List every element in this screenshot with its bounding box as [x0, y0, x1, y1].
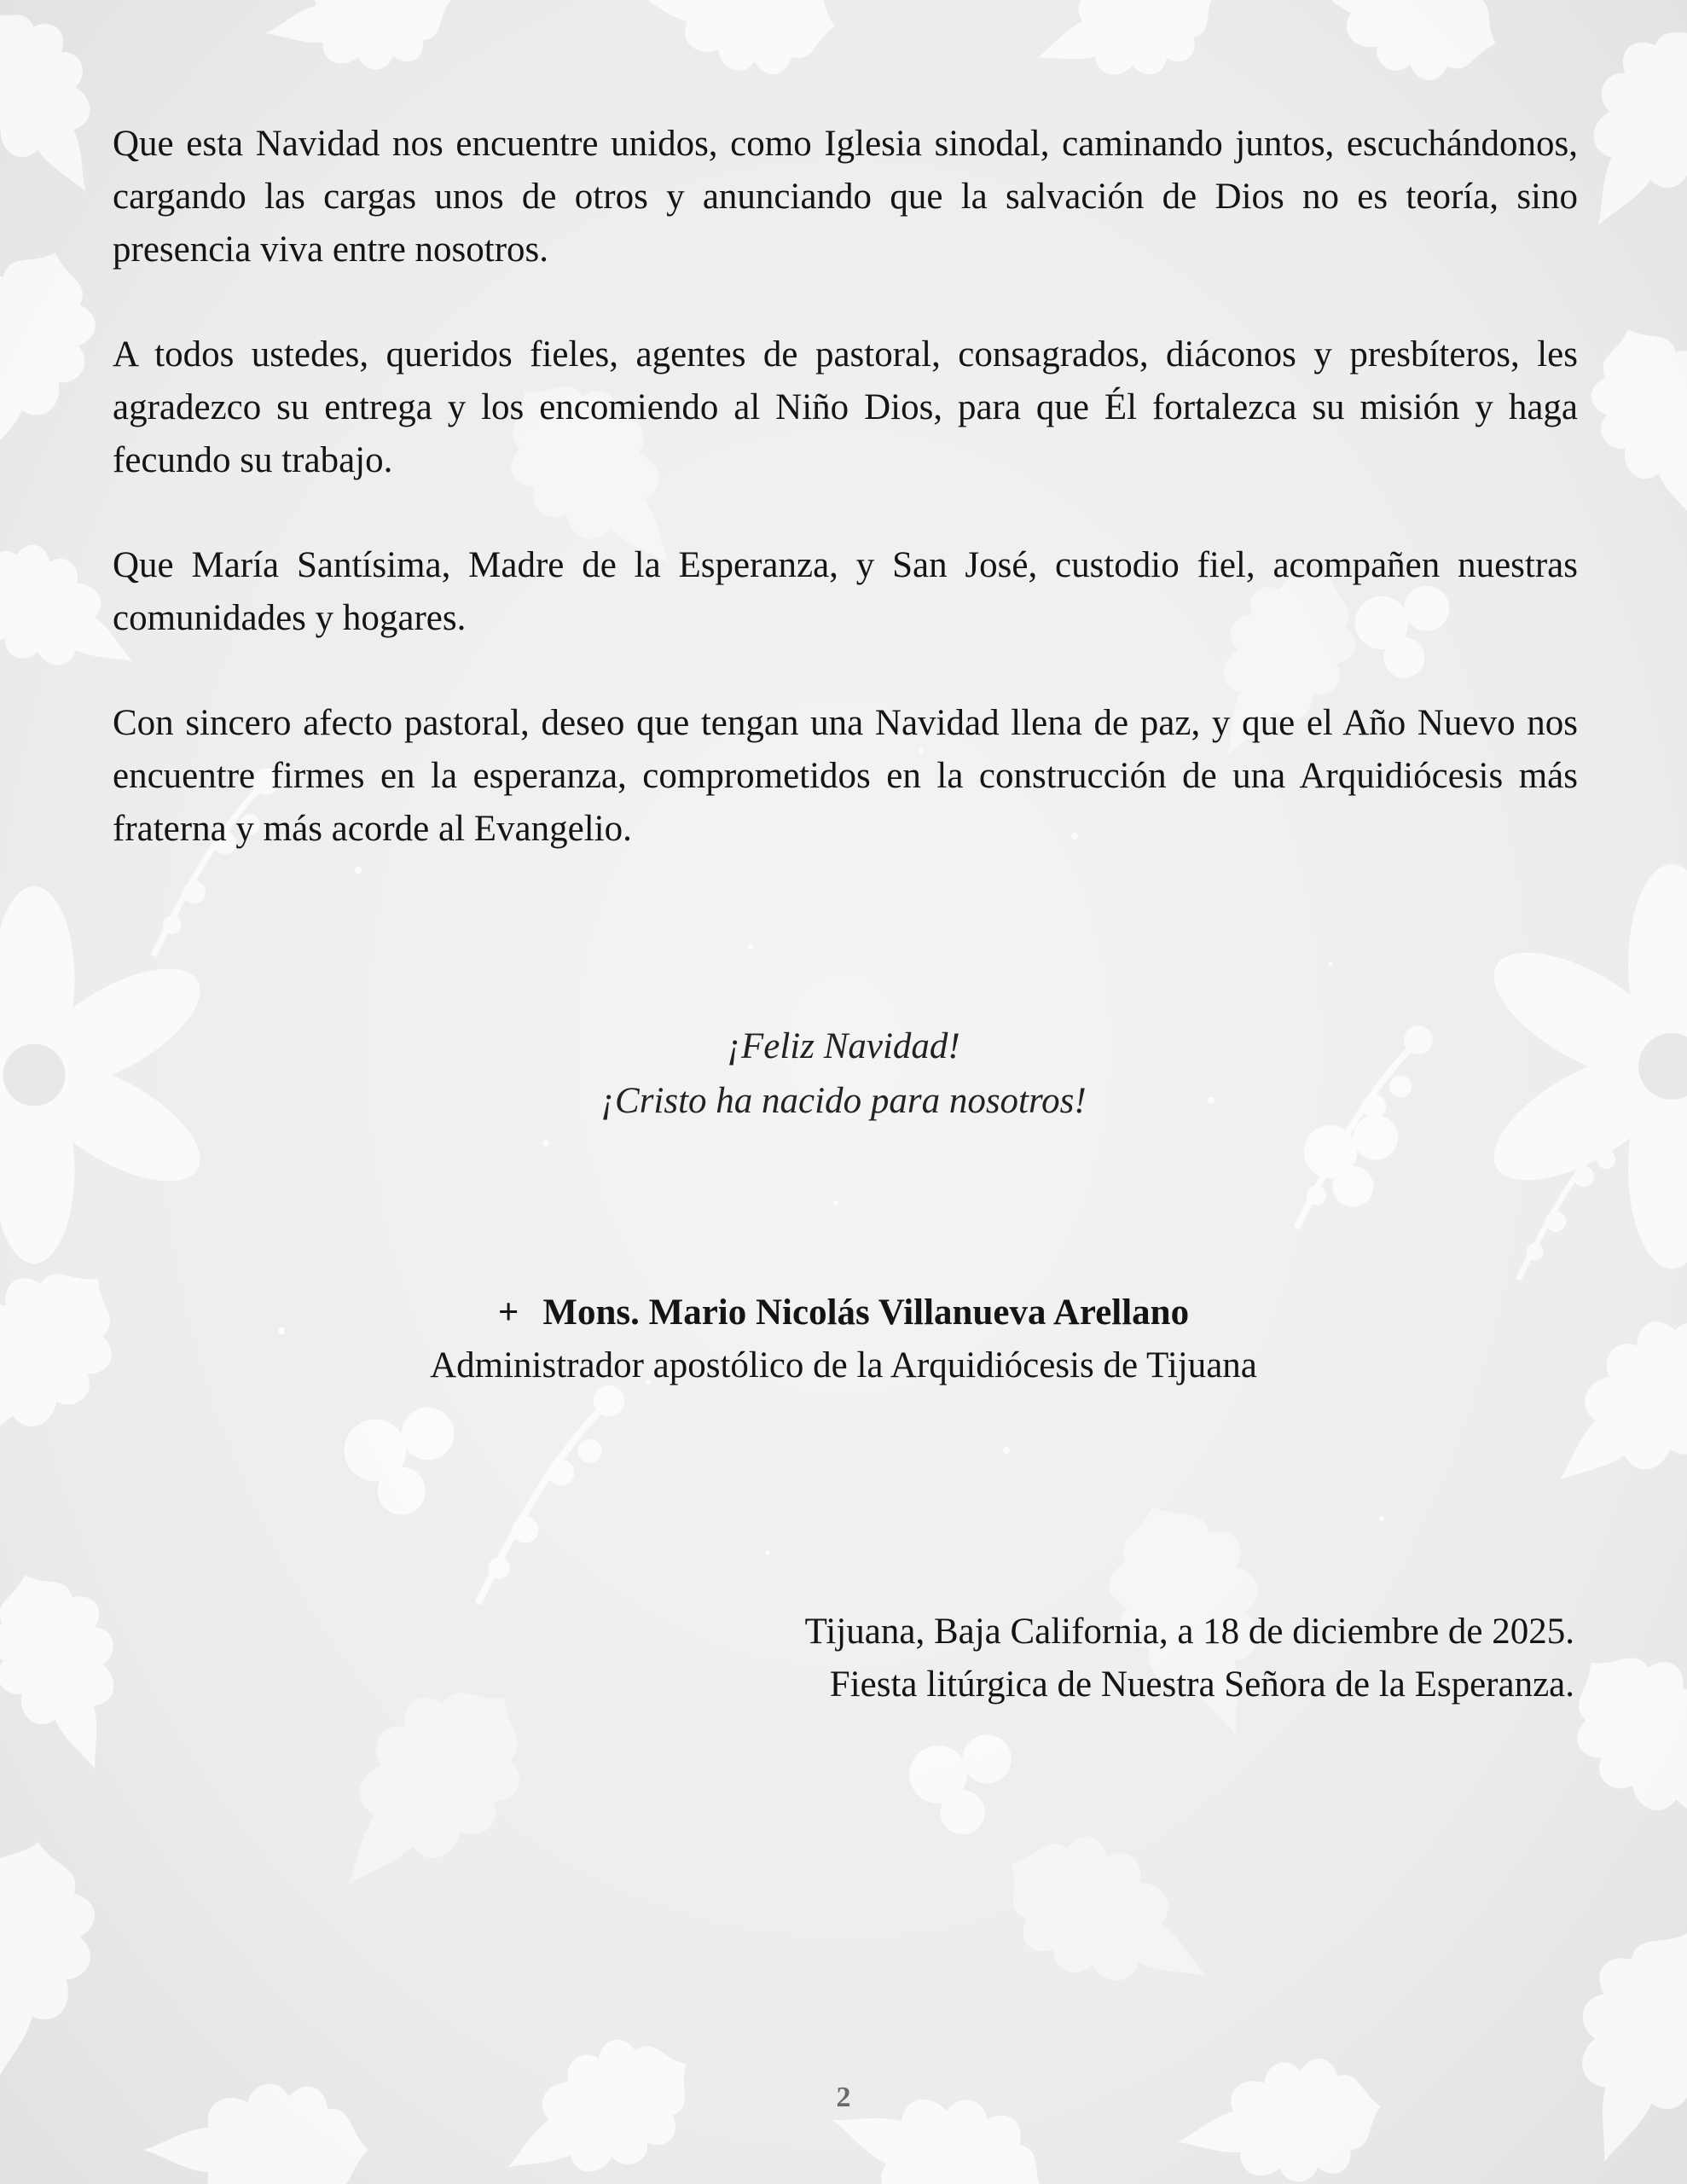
- signer-line: [0, 1287, 1687, 1339]
- feast-day: Fiesta litúrgica de Nuestra Señora de la Esperanza.: [829, 1664, 1574, 1705]
- dateline: [805, 1606, 1574, 1711]
- episcopal-cross: +: [497, 1292, 519, 1333]
- christmas-greeting: [0, 1019, 1687, 1129]
- signer-title: Administrador apostólico de la Arquidiócesis de Tijuana: [430, 1345, 1257, 1385]
- paragraph-3: Que María Santísima, Madre de la Esperanza, y San José, custodio fiel, acompañen nuestras comunidades y hogares.: [113, 545, 1578, 638]
- signer-name: Mons. Mario Nicolás Villanueva Arellano: [542, 1292, 1190, 1333]
- greeting-line-2: ¡Cristo ha nacido para nosotros!: [600, 1081, 1087, 1121]
- place-and-date: Tijuana, Baja California, a 18 de diciembre de 2025.: [804, 1612, 1574, 1652]
- paragraph-2: A todos ustedes, queridos fieles, agentes de pastoral, consagrados, diáconos y presbíteros, les agradezco su entrega y los encomiendo al Niño Dios, para que Él fortalezca su misión y haga fecundo su trabajo.: [113, 334, 1578, 480]
- signature-block: [0, 1287, 1687, 1392]
- paragraph-1: Que esta Navidad nos encuentre unidos, como Iglesia sinodal, caminando juntos, escuchándonos, cargando las cargas unos de otros y anunciando que la salvación de Dios no es teoría, sino presencia viva entre nosotros.: [113, 124, 1578, 270]
- greeting-line-1: ¡Feliz Navidad!: [727, 1026, 960, 1066]
- letter-body: [113, 118, 1578, 908]
- paragraph-4: Con sincero afecto pastoral, deseo que tengan una Navidad llena de paz, y que el Año Nuevo nos encuentre firmes en la esperanza, comprometidos en la construcción de una Arquidiócesis más fraterna y más acorde al Evangelio.: [113, 703, 1578, 849]
- page-number: 2: [836, 2082, 851, 2113]
